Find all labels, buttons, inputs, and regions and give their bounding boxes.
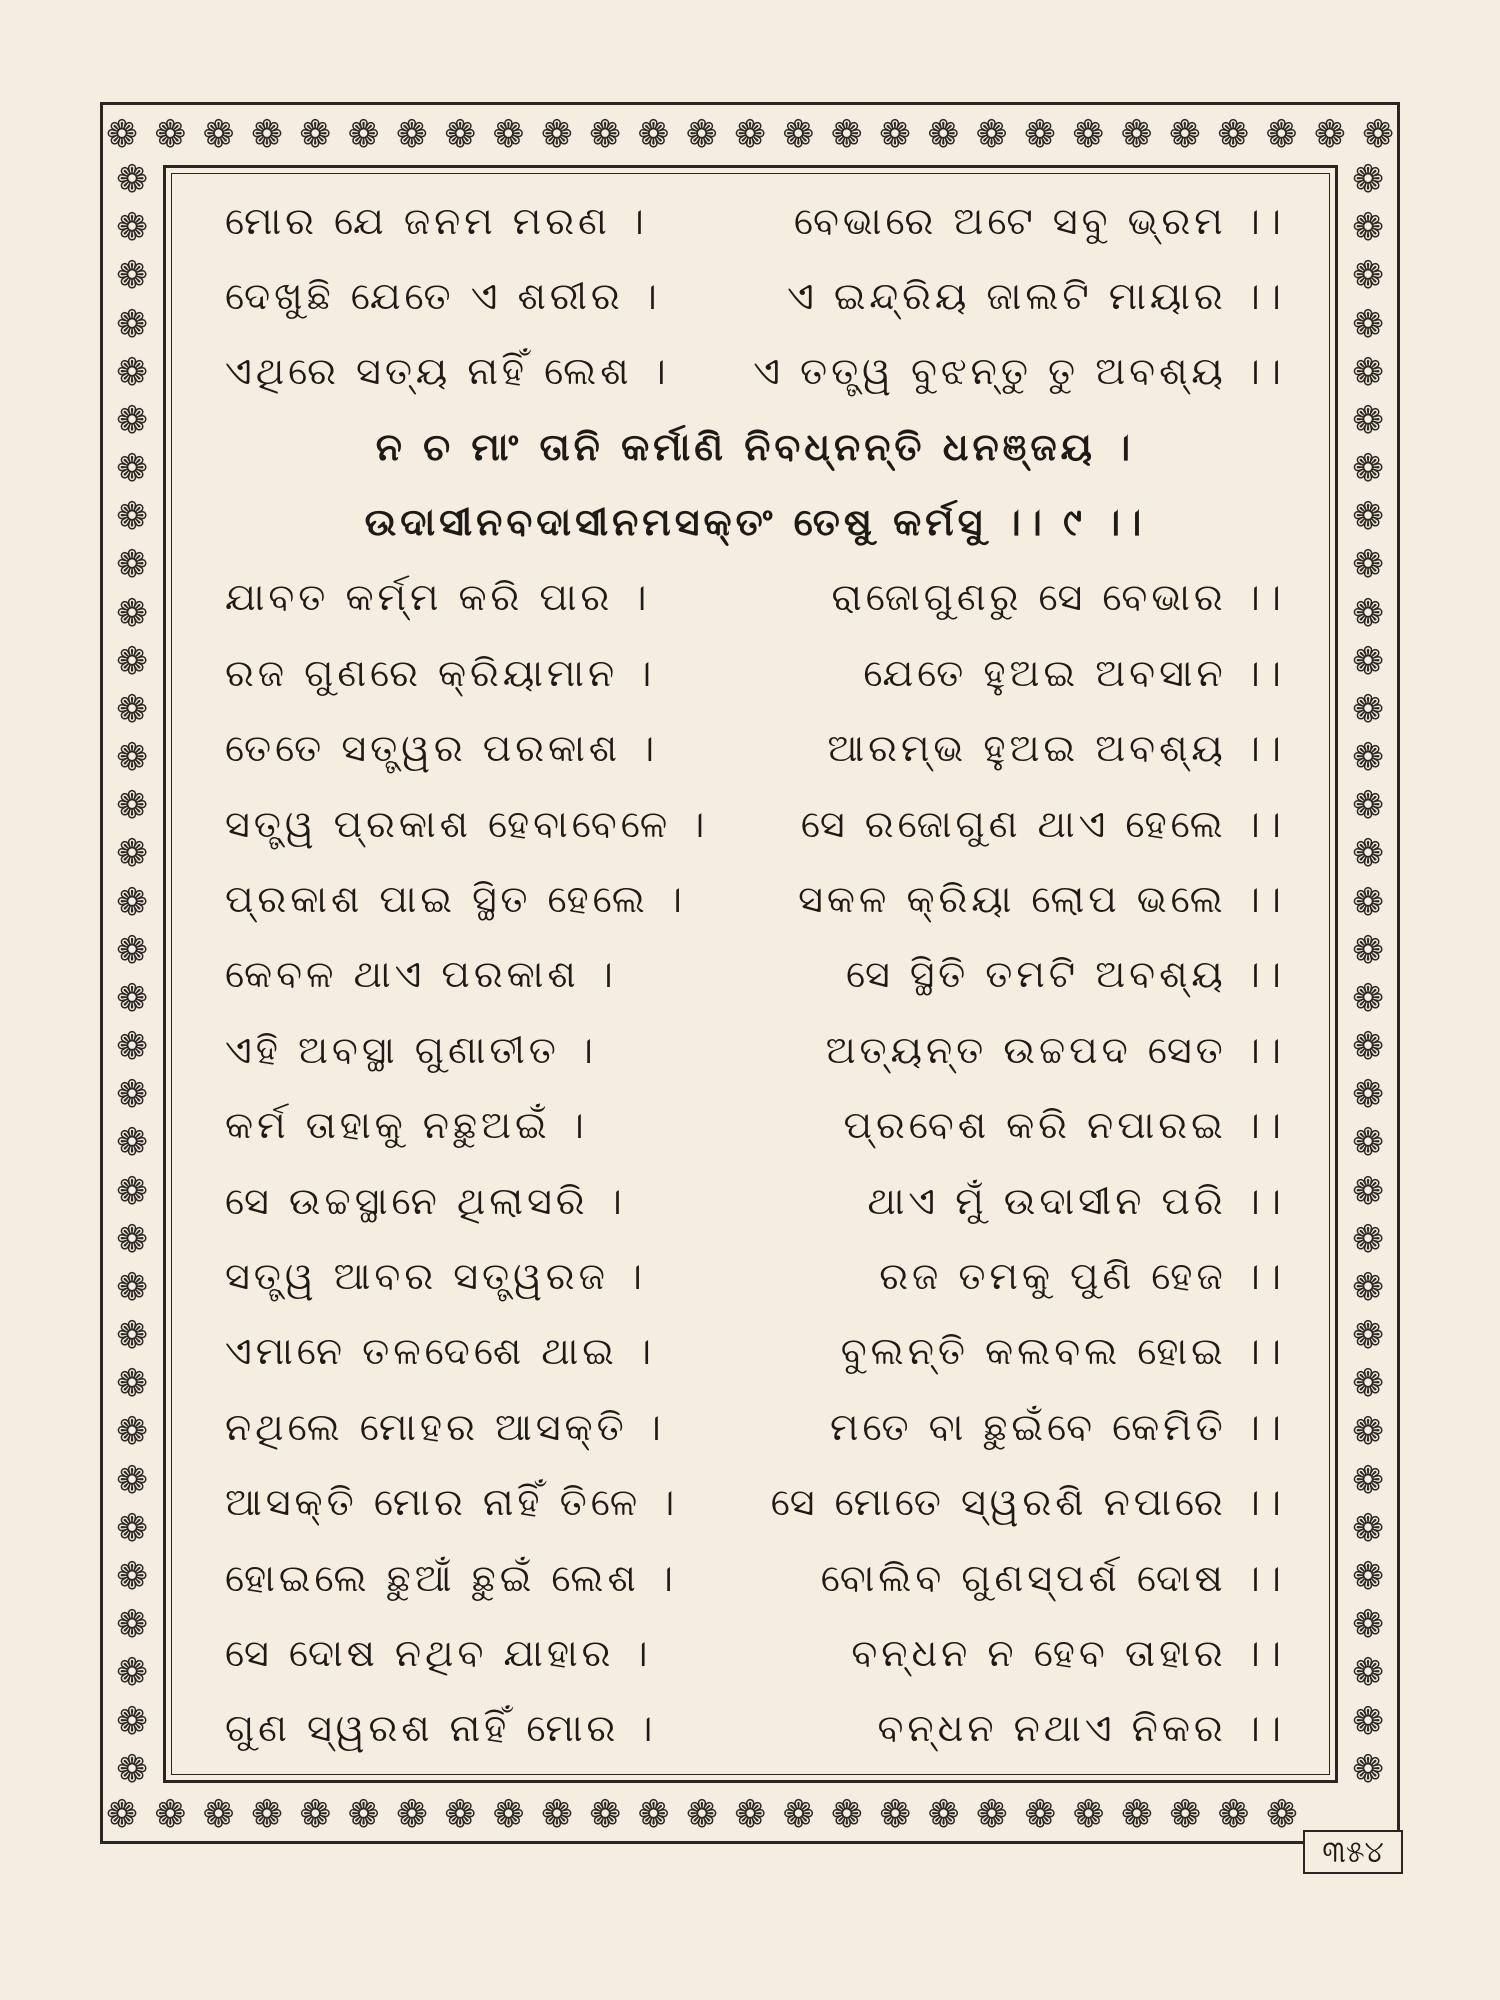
flower-ornament: ❁ <box>116 927 148 972</box>
flower-ornament: ❁ <box>154 1792 187 1836</box>
flower-ornament: ❁ <box>830 112 863 156</box>
flower-ornament: ❁ <box>116 205 148 250</box>
flower-ornament: ❁ <box>492 112 525 156</box>
flower-ornament: ❁ <box>1352 349 1384 394</box>
flower-ornament: ❁ <box>116 446 148 491</box>
flower-ornament: ❁ <box>116 494 148 539</box>
flower-ornament: ❁ <box>444 112 477 156</box>
flower-ornament: ❁ <box>1352 879 1384 924</box>
flower-ornament: ❁ <box>1352 1409 1384 1454</box>
flower-ornament: ❁ <box>299 1792 332 1836</box>
verse-line <box>225 1396 1285 1458</box>
flower-ornament: ❁ <box>734 1792 767 1836</box>
flower-ornament: ❁ <box>1168 112 1201 156</box>
verse-line <box>225 1170 1285 1232</box>
verse-first-half: ନଥିଲେ ମୋହର ଆସକ୍ତି । <box>225 1404 665 1449</box>
verse-first-half: ସତ୍ତ୍ୱ ପ୍ରକାଶ ହେବାବେଳେ । <box>225 801 709 846</box>
verse-first-half: ରଜ ଗୁଣରେ କ୍ରିୟାମାନ । <box>225 650 656 695</box>
flower-ornament: ❁ <box>1352 1264 1384 1309</box>
verse-second-half: ବୋଲିବ ଗୁଣସ୍ପର୍ଶ ଦୋଷ ।। <box>820 1555 1285 1600</box>
flower-ornament: ❁ <box>1352 686 1384 731</box>
flower-ornament: ❁ <box>299 112 332 156</box>
flower-ornament: ❁ <box>685 112 718 156</box>
verse-line <box>225 1622 1285 1684</box>
flower-ornament: ❁ <box>927 1792 960 1836</box>
verse-second-half: ବୁଲନ୍ତି କଲବଲ ହୋଇ ।। <box>840 1329 1285 1374</box>
verse-second-half: ପ୍ରବେଶ କରି ନପାରଇ ।। <box>843 1103 1285 1148</box>
verse-line <box>225 1019 1285 1081</box>
verse-second-half: ସେ ମୋତେ ସ୍ୱରଶି ନପାରେ ।। <box>770 1480 1285 1525</box>
verse-first-half: ସେ ଦୋଷ ନଥିବ ଯାହାର । <box>225 1630 652 1675</box>
flower-ornament: ❁ <box>116 638 148 683</box>
flower-ornament: ❁ <box>116 301 148 346</box>
flower-ornament: ❁ <box>1352 590 1384 635</box>
flower-ornament: ❁ <box>492 1792 525 1836</box>
verse-second-half: ଏ ତତ୍ତ୍ୱ ବୁଝନ୍ତୁ ତୁ ଅବଶ୍ୟ ।। <box>753 349 1285 394</box>
verse-first-half: ଗୁଣ ସ୍ୱରଶ ନାହିଁ ମୋର । <box>225 1706 657 1751</box>
flower-ornament: ❁ <box>1352 542 1384 587</box>
flower-ornament: ❁ <box>1352 975 1384 1020</box>
sanskrit-sloka-line <box>225 492 1285 554</box>
flower-ornament: ❁ <box>1352 1120 1384 1165</box>
flower-ornament: ❁ <box>116 1650 148 1695</box>
flower-ornament: ❁ <box>116 542 148 587</box>
border-ornament-top <box>106 108 1394 160</box>
flower-ornament: ❁ <box>202 1792 235 1836</box>
verse-first-half: କେବଳ ଥାଏ ପରକାଶ । <box>225 952 617 997</box>
verse-line <box>225 869 1285 931</box>
flower-ornament: ❁ <box>250 112 283 156</box>
verse-first-half: ପ୍ରକାଶ ପାଇ ସ୍ଥିତ ହେଲେ । <box>225 877 686 922</box>
flower-ornament: ❁ <box>1352 1024 1384 1069</box>
verse-second-half: ଅତ୍ୟନ୍ତ ଉଚ୍ଚପଦ ସେତ ।। <box>825 1027 1285 1072</box>
flower-ornament: ❁ <box>116 160 148 201</box>
verse-line <box>225 1245 1285 1307</box>
verse-line <box>225 1321 1285 1383</box>
verse-line <box>225 190 1285 252</box>
flower-ornament: ❁ <box>1352 1457 1384 1502</box>
verse-first-half: ଏଥିରେ ସତ୍ୟ ନାହିଁ ଲେଶ । <box>225 349 670 394</box>
verse-second-half: ମତେ ବା ଛୁଇଁବେ କେମିତି ।। <box>830 1404 1285 1449</box>
flower-ornament: ❁ <box>589 1792 622 1836</box>
flower-ornament: ❁ <box>1352 831 1384 876</box>
verse-second-half: ରାଜୋଗୁଣରୁ ସେ ବେଭାର ।। <box>831 575 1285 620</box>
verse-first-half: କର୍ମ ତାହାକୁ ନଛୁଅଇଁ । <box>225 1103 588 1148</box>
border-ornament-left <box>106 160 158 1788</box>
flower-ornament: ❁ <box>116 1361 148 1406</box>
flower-ornament: ❁ <box>116 1024 148 1069</box>
flower-ornament: ❁ <box>116 1216 148 1261</box>
flower-ornament: ❁ <box>116 349 148 394</box>
flower-ornament: ❁ <box>347 112 380 156</box>
flower-ornament: ❁ <box>116 1457 148 1502</box>
flower-ornament: ❁ <box>116 1553 148 1598</box>
verse-first-half: ହୋଇଲେ ଛୁଆଁ ଛୁଇଁ ଲେଶ । <box>225 1555 677 1600</box>
verse-first-half: ତେତେ ସତ୍ତ୍ୱର ପରକାଶ । <box>225 726 659 771</box>
verse-second-half: ବନ୍ଧନ ନ ହେବ ତାହାର ।। <box>851 1630 1285 1675</box>
verse-second-half: ଥାଏ ମୁଁ ଉଦାସୀନ ପରି ।। <box>867 1178 1285 1223</box>
flower-ornament: ❁ <box>116 253 148 298</box>
verse-first-half: ଆସକ୍ତି ମୋର ନାହିଁ ତିଳେ । <box>225 1480 679 1525</box>
flower-ornament: ❁ <box>685 1792 718 1836</box>
flower-ornament: ❁ <box>879 112 911 156</box>
flower-ornament: ❁ <box>1352 1361 1384 1406</box>
flower-ornament: ❁ <box>1352 1650 1384 1695</box>
border-ornament-right <box>1342 160 1394 1788</box>
flower-ornament: ❁ <box>106 112 138 156</box>
verse-first-half: ଏହି ଅବସ୍ଥା ଗୁଣାତୀତ । <box>225 1027 598 1072</box>
flower-ornament: ❁ <box>1352 160 1384 201</box>
verse-second-half: ସେ ରଜୋଗୁଣ ଥାଏ ହେଲେ ।। <box>800 801 1285 846</box>
flower-ornament: ❁ <box>1352 927 1384 972</box>
verse-first-half: ସେ ଉଚ୍ଚସ୍ଥାନେ ଥିଲାସରି । <box>225 1178 626 1223</box>
flower-ornament: ❁ <box>1352 205 1384 250</box>
flower-ornament: ❁ <box>1352 1602 1384 1647</box>
verse-first-half: ସତ୍ତ୍ୱ ଆବର ସତ୍ତ୍ୱରଜ । <box>225 1253 647 1298</box>
flower-ornament: ❁ <box>154 112 187 156</box>
flower-ornament: ❁ <box>1217 112 1250 156</box>
verse-first-half: ଯାବତ କର୍ମ୍ମ କରି ପାର । <box>225 575 651 620</box>
flower-ornament: ❁ <box>1352 783 1384 828</box>
flower-ornament: ❁ <box>1217 1792 1250 1836</box>
flower-ornament: ❁ <box>116 1264 148 1309</box>
verse-line <box>225 265 1285 327</box>
flower-ornament: ❁ <box>879 1792 912 1836</box>
verse-second-half: ସକଳ କ୍ରିୟା ଲୋପ ଭଲେ ।। <box>798 877 1285 922</box>
flower-ornament: ❁ <box>1352 494 1384 539</box>
flower-ornament: ❁ <box>116 1602 148 1647</box>
verse-second-half: ଏ ଇନ୍ଦ୍ରିୟ ଜାଲଟି ମାୟାର ।। <box>787 273 1285 318</box>
flower-ornament: ❁ <box>637 1792 670 1836</box>
verse-line <box>225 718 1285 780</box>
flower-ornament: ❁ <box>116 1409 148 1454</box>
verse-second-half: ବନ୍ଧନ ନଥାଏ ନିକର ।। <box>877 1706 1285 1751</box>
flower-ornament: ❁ <box>202 112 235 156</box>
flower-ornament: ❁ <box>927 112 960 156</box>
flower-ornament: ❁ <box>1352 1168 1384 1213</box>
flower-ornament: ❁ <box>116 686 148 731</box>
verse-second-half: ସେ ସ୍ଥିତି ତମଟି ଅବଶ୍ୟ ।। <box>845 952 1285 997</box>
flower-ornament: ❁ <box>116 1746 148 1788</box>
flower-ornament: ❁ <box>1352 1746 1384 1788</box>
flower-ornament: ❁ <box>395 112 428 156</box>
flower-ornament: ❁ <box>116 1698 148 1743</box>
flower-ornament: ❁ <box>540 1792 573 1836</box>
flower-ornament: ❁ <box>1072 112 1105 156</box>
flower-ornament: ❁ <box>1352 735 1384 780</box>
flower-ornament: ❁ <box>116 783 148 828</box>
flower-ornament: ❁ <box>734 112 766 156</box>
flower-ornament: ❁ <box>830 1792 863 1836</box>
flower-ornament: ❁ <box>116 735 148 780</box>
verse-line <box>225 1472 1285 1534</box>
verse-second-half: ବେଭାରେ ଅଟେ ସବୁ ଭ୍ରମ ।। <box>793 198 1285 243</box>
sloka-text: ନ ଚ ମାଂ ତାନି କର୍ମାଣି ନିବଧ୍ନନ୍ତି ଧନଞ୍ଜୟ । <box>375 424 1135 469</box>
flower-ornament: ❁ <box>395 1792 428 1836</box>
flower-ornament: ❁ <box>1313 112 1346 156</box>
flower-ornament: ❁ <box>1169 1792 1202 1836</box>
flower-ornament: ❁ <box>106 1792 138 1836</box>
flower-ornament: ❁ <box>1352 1698 1384 1743</box>
flower-ornament: ❁ <box>116 1505 148 1550</box>
flower-ornament: ❁ <box>1352 1216 1384 1261</box>
border-ornament-bottom <box>106 1788 1298 1840</box>
flower-ornament: ❁ <box>1352 1553 1384 1598</box>
flower-ornament: ❁ <box>1024 1792 1057 1836</box>
flower-ornament: ❁ <box>116 1072 148 1117</box>
verse-line <box>225 567 1285 629</box>
sloka-text: ଉଦାସୀନବଦାସୀନମସକ୍ତଂ ତେଷୁ କର୍ମସୁ ।। ୯ ।। <box>364 500 1146 545</box>
flower-ornament: ❁ <box>1352 301 1384 346</box>
flower-ornament: ❁ <box>116 397 148 442</box>
verse-first-half: ମୋର ଯେ ଜନମ ମରଣ । <box>225 198 648 243</box>
flower-ornament: ❁ <box>1265 1792 1298 1836</box>
flower-ornament: ❁ <box>116 1120 148 1165</box>
flower-ornament: ❁ <box>116 831 148 876</box>
flower-ornament: ❁ <box>1352 397 1384 442</box>
verse-first-half: ଦେଖୁଛି ଯେତେ ଏ ଶରୀର । <box>225 273 661 318</box>
verse-second-half: ଆରମ୍ଭ ହୁଅଇ ଅବଶ୍ୟ ।। <box>827 726 1285 771</box>
flower-ornament: ❁ <box>444 1792 477 1836</box>
flower-ornament: ❁ <box>1352 1313 1384 1358</box>
verse-first-half: ଏମାନେ ତଳଦେଶେ ଥାଇ । <box>225 1329 656 1374</box>
flower-ornament: ❁ <box>116 1313 148 1358</box>
verse-line <box>225 944 1285 1006</box>
flower-ornament: ❁ <box>1352 1505 1384 1550</box>
flower-ornament: ❁ <box>1023 112 1056 156</box>
flower-ornament: ❁ <box>1120 1792 1153 1836</box>
flower-ornament: ❁ <box>1352 1072 1384 1117</box>
flower-ornament: ❁ <box>1352 253 1384 298</box>
page-number: ୩୫୪ <box>1303 1830 1403 1874</box>
verse-line <box>225 642 1285 704</box>
verse-block <box>225 190 1285 1760</box>
verse-line <box>225 793 1285 855</box>
verse-line <box>225 1547 1285 1609</box>
sanskrit-sloka-line <box>225 416 1285 478</box>
flower-ornament: ❁ <box>116 879 148 924</box>
flower-ornament: ❁ <box>589 112 621 156</box>
flower-ornament: ❁ <box>782 1792 815 1836</box>
flower-ornament: ❁ <box>1265 112 1298 156</box>
verse-line <box>225 1698 1285 1760</box>
flower-ornament: ❁ <box>116 975 148 1020</box>
flower-ornament: ❁ <box>1120 112 1153 156</box>
verse-line <box>225 1095 1285 1157</box>
flower-ornament: ❁ <box>540 112 573 156</box>
verse-line <box>225 341 1285 403</box>
flower-ornament: ❁ <box>1352 638 1384 683</box>
flower-ornament: ❁ <box>975 112 1008 156</box>
flower-ornament: ❁ <box>116 590 148 635</box>
flower-ornament: ❁ <box>1352 446 1384 491</box>
flower-ornament: ❁ <box>1362 112 1394 156</box>
flower-ornament: ❁ <box>1072 1792 1105 1836</box>
flower-ornament: ❁ <box>975 1792 1008 1836</box>
flower-ornament: ❁ <box>116 1168 148 1213</box>
verse-second-half: ରଜ ତମକୁ ପୁଣି ହେଜ ।। <box>879 1253 1285 1298</box>
verse-second-half: ଯେତେ ହୁଅଇ ଅବସାନ ।। <box>863 650 1285 695</box>
flower-ornament: ❁ <box>250 1792 283 1836</box>
flower-ornament: ❁ <box>782 112 815 156</box>
flower-ornament: ❁ <box>637 112 670 156</box>
flower-ornament: ❁ <box>347 1792 380 1836</box>
